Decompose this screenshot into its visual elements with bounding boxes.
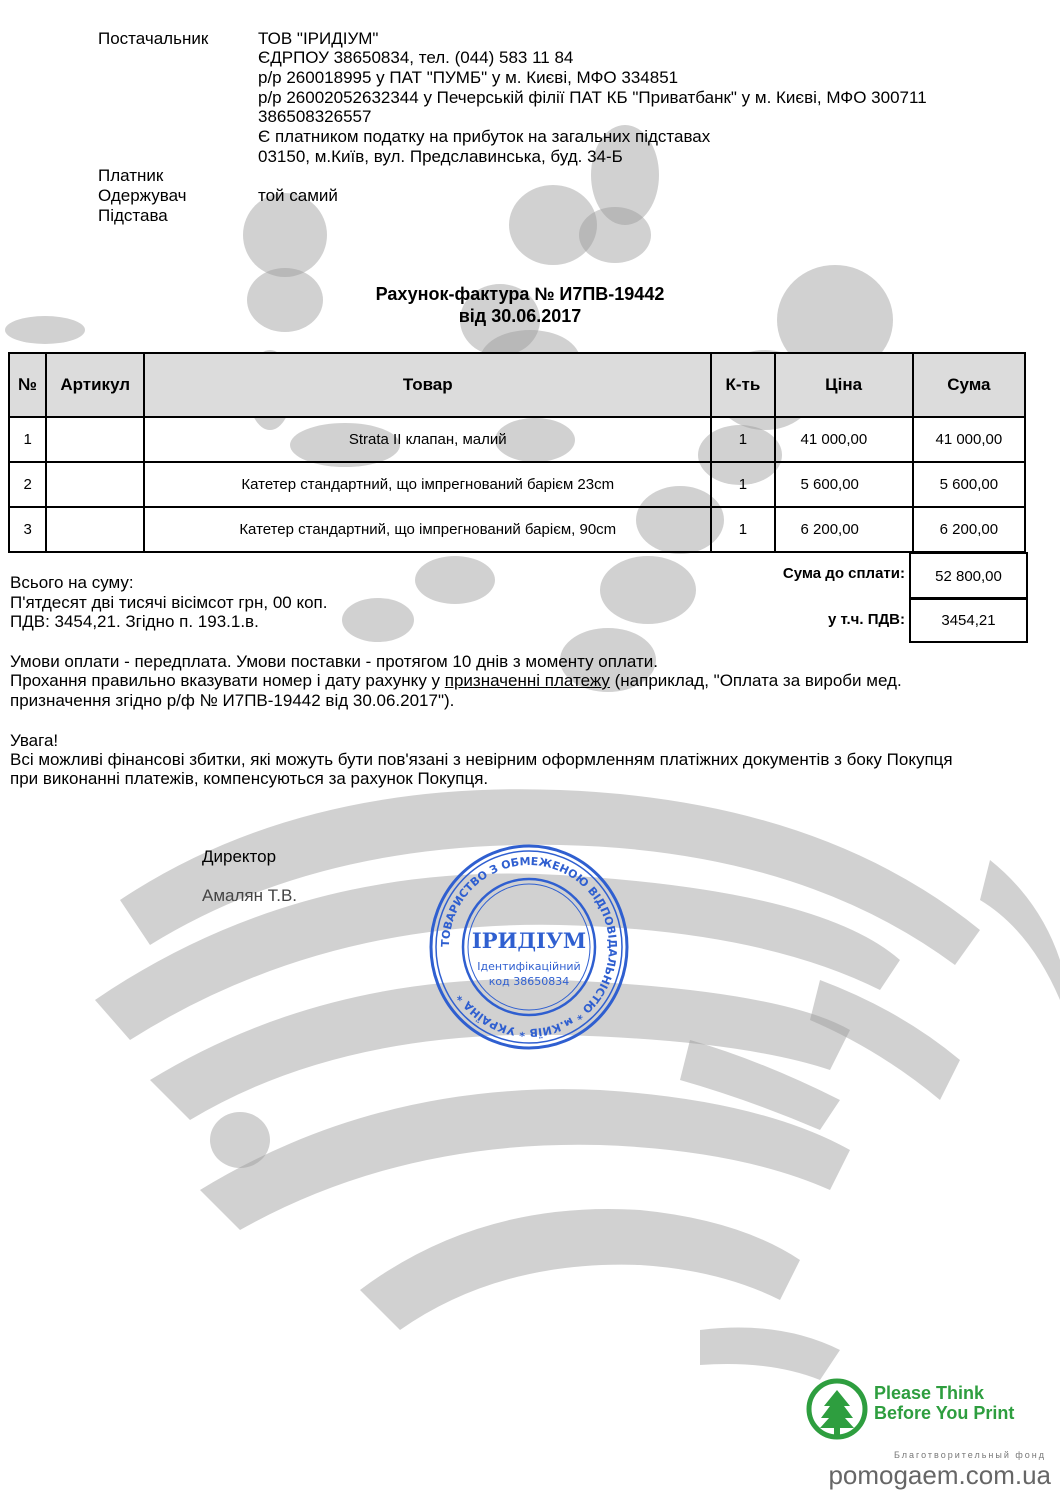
summary-vat: ПДВ: 3454,21. Згідно п. 193.1.в. <box>10 612 259 631</box>
signature-name: Амалян Т.В. <box>202 886 298 905</box>
header-num: № <box>9 353 46 417</box>
header-qty: К-ть <box>711 353 774 417</box>
payer-label: Платник <box>98 166 164 185</box>
row-num: 1 <box>9 417 46 462</box>
summary-amount-words: П'ятдесят дві тисячі вісімсот грн, 00 коп. <box>10 593 328 612</box>
supplier-line-2: ЄДРПОУ 38650834, тел. (044) 583 11 84 <box>258 48 574 67</box>
terms-payment-purpose: призначенні платежу <box>444 671 610 690</box>
terms-line-2-pre: Прохання правильно вказувати номер і дату рахунку у <box>10 671 445 690</box>
header-article: Артикул <box>46 353 144 417</box>
eco-text-line-2: Before You Print <box>874 1403 1015 1423</box>
row-price: 5 600,00 <box>775 462 913 507</box>
header-price: Ціна <box>775 353 913 417</box>
stamp-code-number: код 38650834 <box>488 975 570 988</box>
row-qty: 1 <box>711 417 774 462</box>
table-row <box>9 462 1025 507</box>
recipient-label: Одержувач <box>98 186 187 205</box>
invoice-date: від 30.06.2017 <box>458 306 582 326</box>
row-num: 2 <box>9 462 46 507</box>
terms-line-3: призначення згідно р/ф № И7ПВ-19442 від 30.06.2017"). <box>10 691 455 710</box>
row-qty: 1 <box>711 462 774 507</box>
recipient-value: той самий <box>258 186 338 205</box>
row-product: Катетер стандартний, що імпрегнований барієм, 90cm <box>144 507 711 552</box>
basis-label: Підстава <box>98 206 168 225</box>
row-product: Strata II клапан, малий <box>144 417 711 462</box>
row-sum: 5 600,00 <box>913 462 1025 507</box>
supplier-line-4: р/р 26002052632344 у Печерській філії ПАТ КБ "Приватбанк" у м. Києві, МФО 300711 <box>258 88 927 107</box>
terms-line-2-post: (наприклад, "Оплата за вироби мед. <box>609 671 902 690</box>
eco-print-logo <box>806 1378 1056 1500</box>
warning-line-2: при виконанні платежів, компенсуються за рахунок Покупця. <box>10 769 489 788</box>
company-stamp <box>428 842 630 1052</box>
warning-line-1: Всі можливі фінансові збитки, які можуть бути пов'язані з невірним оформленням платіжних документів з боку Покупця <box>10 750 953 769</box>
row-qty: 1 <box>711 507 774 552</box>
stamp-company-name: ІРИДІУМ <box>471 928 587 953</box>
row-article <box>46 507 144 552</box>
row-price: 6 200,00 <box>775 507 913 552</box>
supplier-line-5: 386508326557 <box>258 107 372 126</box>
supplier-line-7: 03150, м.Київ, вул. Предславинська, буд. 34-Б <box>258 147 623 166</box>
header-sum: Сума <box>913 353 1025 417</box>
header-product: Товар <box>144 353 711 417</box>
signature-position: Директор <box>202 847 277 866</box>
warning-title: Увага! <box>10 731 59 750</box>
supplier-label: Постачальник <box>98 29 209 48</box>
row-article <box>46 417 144 462</box>
terms-line-1: Умови оплати - передплата. Умови поставки - протягом 10 днів з моменту оплати. <box>10 652 658 671</box>
row-num: 3 <box>9 507 46 552</box>
due-label: Сума до сплати: <box>782 565 905 582</box>
eco-site-url: pomogaem.com.ua <box>828 1460 1051 1490</box>
eco-text-line-1: Please Think <box>874 1383 985 1403</box>
eco-fund-caption: Благотворительный фонд <box>893 1450 1046 1460</box>
row-sum: 41 000,00 <box>913 417 1025 462</box>
supplier-line-3: р/р 260018995 у ПАТ "ПУМБ" у м. Києві, МФО 334851 <box>258 68 679 87</box>
row-sum: 6 200,00 <box>913 507 1025 552</box>
items-table <box>8 352 1026 553</box>
supplier-line-1: ТОВ "ІРИДІУМ" <box>258 29 379 48</box>
row-product: Катетер стандартний, що імпрегнований барієм 23cm <box>144 462 711 507</box>
table-row <box>9 417 1025 462</box>
table-row <box>9 507 1025 552</box>
stamp-ring-text: ТОВАРИСТВО З ОБМЕЖЕНОЮ ВІДПОВІДАЛЬНІСТЮ * м.КИЇВ * УКРАЇНА * <box>438 854 620 1040</box>
summary-total-caption: Всього на суму: <box>10 573 134 592</box>
invoice-title: Рахунок-фактура № И7ПВ-19442 <box>375 284 665 304</box>
row-article <box>46 462 144 507</box>
due-value: 52 800,00 <box>909 552 1028 600</box>
terms-line-2 <box>10 671 902 690</box>
vat-label: у т.ч. ПДВ: <box>827 611 905 628</box>
row-price: 41 000,00 <box>775 417 913 462</box>
table-header-row <box>9 353 1025 417</box>
vat-value: 3454,21 <box>909 597 1028 643</box>
supplier-line-6: Є платником податку на прибуток на загальних підставах <box>258 127 711 146</box>
tree-icon <box>806 1378 868 1440</box>
stamp-code-caption: Ідентифікаційний <box>477 960 581 973</box>
